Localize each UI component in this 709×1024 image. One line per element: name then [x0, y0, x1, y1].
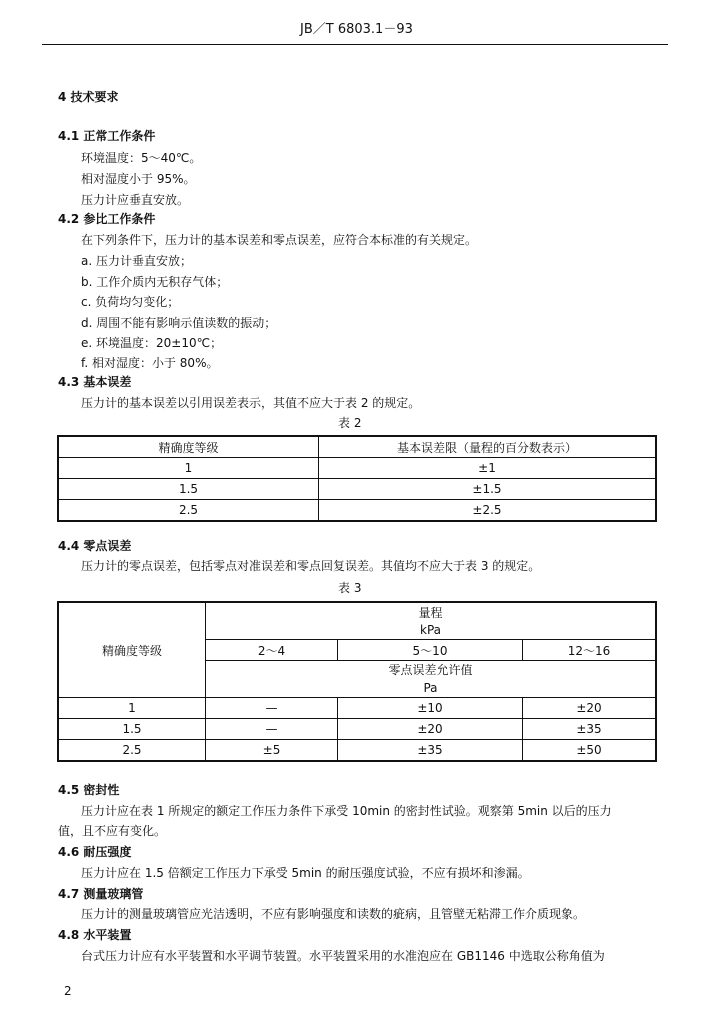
s48-text: 台式压力计应有水平装置和水平调节装置。水平装置采用的水准泡应在 GB1146 中选取公称角值为	[81, 949, 605, 963]
page-number: 2	[64, 984, 72, 998]
subsection-4-4-title: 4.4 零点误差	[58, 539, 132, 553]
subsection-4-7-title: 4.7 测量玻璃管	[58, 887, 144, 901]
table-row	[58, 740, 656, 762]
table2-caption: 表 2	[338, 416, 362, 430]
table-cell: ±35	[523, 719, 657, 740]
table-header-row	[58, 602, 656, 621]
table-cell: —	[206, 698, 338, 719]
s42-intro: 在下列条件下，压力计的基本误差和零点误差，应符合本标准的有关规定。	[81, 233, 478, 247]
table-cell: ±10	[338, 698, 523, 719]
s41-line-2: 相对湿度小于 95%。	[81, 172, 196, 186]
range-cell: 2～4	[206, 640, 338, 661]
table-cell: 1.5	[58, 479, 319, 500]
s41-line-1: 环境温度：5～40℃。	[81, 151, 202, 165]
table-cell: ±20	[523, 698, 657, 719]
table-cell: ±20	[338, 719, 523, 740]
s46-text: 压力计应在 1.5 倍额定工作压力下承受 5min 的耐压强度试验，不应有损坏和渗漏。	[81, 866, 530, 880]
table-cell: 1	[58, 458, 319, 479]
s45-text-2: 值，且不应有变化。	[58, 824, 167, 838]
table-header-cell: 精确度等级	[58, 436, 319, 458]
s42-item-f: f. 相对湿度：小于 80%。	[81, 356, 219, 370]
s41-line-3: 压力计应垂直安放。	[81, 193, 190, 207]
subsection-4-6-title: 4.6 耐压强度	[58, 845, 132, 859]
s45-text-1: 压力计应在表 1 所规定的额定工作压力条件下承受 10min 的密封性试验。观察第 5min 以后的压力	[81, 804, 612, 818]
s42-item-d: d. 周围不能有影响示值读数的振动；	[81, 316, 277, 330]
zero-error-header-cell	[206, 661, 657, 698]
table-cell: —	[206, 719, 338, 740]
table-cell: 2.5	[58, 500, 319, 522]
table-cell: ±50	[523, 740, 657, 762]
s42-item-e: e. 环境温度：20±10℃；	[81, 336, 223, 350]
zero-error-header: 零点误差允许值	[388, 663, 473, 677]
section-heading: 4 技术要求	[58, 90, 119, 104]
subsection-4-2-title: 4.2 参比工作条件	[58, 212, 156, 226]
doc-number-header: JB／T 6803.1－93	[300, 22, 413, 37]
range-header: 量程	[418, 605, 443, 620]
table-header-cell: 基本误差限（量程的百分数表示）	[319, 436, 657, 458]
zero-error-unit: Pa	[423, 681, 438, 695]
table3	[57, 601, 657, 762]
s47-text: 压力计的测量玻璃管应光洁透明，不应有影响强度和读数的疵病，且管壁无粘滞工作介质现象。	[81, 907, 586, 921]
range-cell: 5～10	[338, 640, 523, 661]
subsection-4-8-title: 4.8 水平装置	[58, 928, 132, 942]
table-row	[58, 698, 656, 719]
table-header-row	[58, 436, 656, 458]
table-cell: 2.5	[58, 740, 206, 762]
s42-item-a: a. 压力计垂直安放；	[81, 254, 192, 268]
range-header-cell	[206, 602, 657, 621]
header-rule	[42, 44, 668, 45]
table-cell: ±1.5	[319, 479, 657, 500]
subsection-4-1-title: 4.1 正常工作条件	[58, 129, 156, 143]
table-cell: ±35	[338, 740, 523, 762]
s44-text: 压力计的零点误差，包括零点对准误差和零点回复误差。其值均不应大于表 3 的规定。	[81, 559, 541, 573]
table-cell: ±5	[206, 740, 338, 762]
table2	[57, 435, 657, 522]
s42-item-b: b. 工作介质内无积存气体；	[81, 275, 229, 289]
table-cell: 1.5	[58, 719, 206, 740]
subsection-4-5-title: 4.5 密封性	[58, 783, 120, 797]
table-row	[58, 479, 656, 500]
table-row	[58, 500, 656, 522]
table3-caption: 表 3	[338, 581, 362, 595]
subsection-4-3-title: 4.3 基本误差	[58, 375, 132, 389]
table-row	[58, 458, 656, 479]
table-cell: 1	[58, 698, 206, 719]
table-row	[58, 719, 656, 740]
range-cell: 12～16	[523, 640, 657, 661]
s42-item-c: c. 负荷均匀变化；	[81, 295, 180, 309]
s43-text: 压力计的基本误差以引用误差表示，其值不应大于表 2 的规定。	[81, 396, 421, 410]
range-unit-cell: kPa	[206, 621, 657, 640]
table-cell: ±1	[319, 458, 657, 479]
grade-header-cell: 精确度等级	[58, 602, 206, 698]
table-cell: ±2.5	[319, 500, 657, 522]
